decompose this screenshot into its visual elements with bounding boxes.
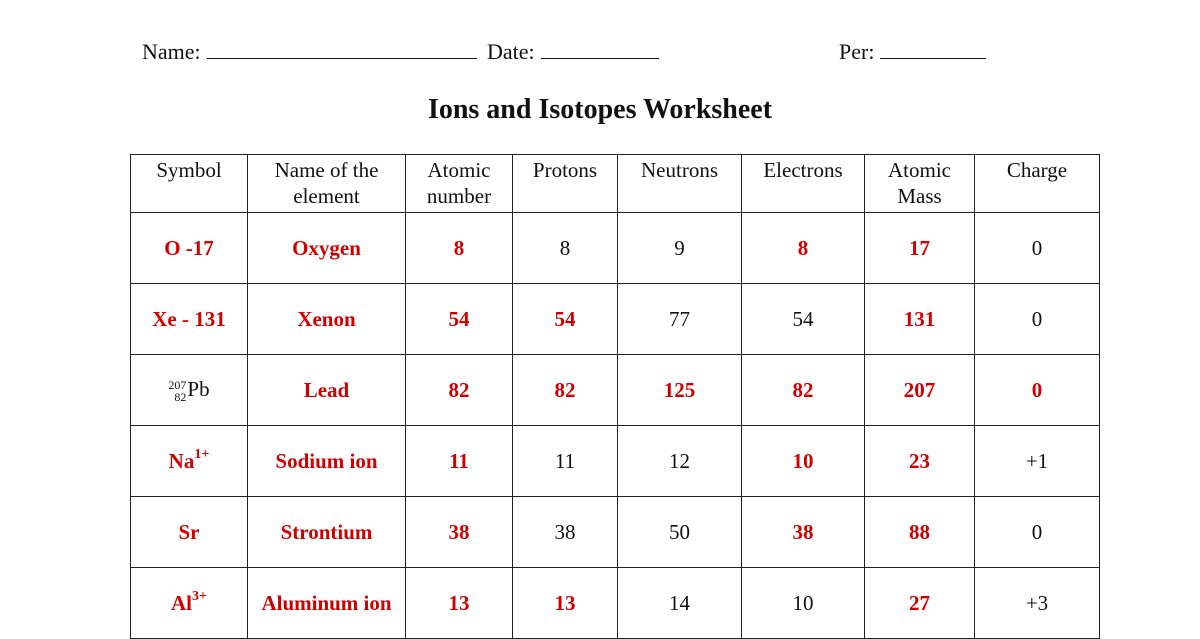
worksheet-title: Ions and Isotopes Worksheet — [427, 94, 773, 125]
atomic-mass-cell: 207 — [865, 355, 975, 426]
symbol-cell — [131, 284, 248, 355]
symbol-cell — [131, 497, 248, 568]
atomic-number-cell: 13 — [406, 568, 513, 639]
symbol-cell — [131, 355, 248, 426]
symbol-text: O -17 — [164, 235, 214, 260]
protons-cell: 8 — [513, 213, 618, 284]
atomic-number-cell: 8 — [406, 213, 513, 284]
charge-cell: 0 — [975, 213, 1100, 284]
symbol-text: Xe - 131 — [152, 306, 226, 331]
element-name-cell: Strontium — [248, 497, 406, 568]
per-blank[interactable] — [880, 36, 986, 59]
name-blank[interactable] — [207, 36, 477, 59]
protons-cell: 54 — [513, 284, 618, 355]
neutrons-cell: 77 — [618, 284, 742, 355]
atomic-mass-cell: 27 — [865, 568, 975, 639]
column-header: Electrons — [742, 155, 865, 213]
column-header: Atomic Mass — [865, 155, 975, 213]
symbol-text: Na — [168, 448, 195, 473]
student-info-line — [0, 36, 1200, 66]
charge-cell: +3 — [975, 568, 1100, 639]
element-name-cell: Xenon — [248, 284, 406, 355]
neutrons-cell: 50 — [618, 497, 742, 568]
element-name-cell: Aluminum ion — [248, 568, 406, 639]
protons-cell: 82 — [513, 355, 618, 426]
electrons-cell: 8 — [742, 213, 865, 284]
table-header-row — [131, 155, 1100, 213]
table-row — [131, 568, 1100, 639]
table-row — [131, 284, 1100, 355]
element-name-cell: Lead — [248, 355, 406, 426]
neutrons-cell: 12 — [618, 426, 742, 497]
column-header: Atomic number — [406, 155, 513, 213]
electrons-cell: 38 — [742, 497, 865, 568]
protons-cell: 38 — [513, 497, 618, 568]
atomic-number-subscript: 82 — [174, 390, 187, 405]
element-name-cell: Sodium ion — [248, 426, 406, 497]
table-row — [131, 213, 1100, 284]
date-label: Date: — [487, 39, 535, 64]
atomic-mass-cell: 23 — [865, 426, 975, 497]
date-field[interactable] — [487, 36, 659, 65]
electrons-cell: 54 — [742, 284, 865, 355]
symbol-text: Pb — [187, 376, 210, 401]
nuclide-prescripts — [168, 379, 186, 403]
name-field[interactable] — [142, 36, 477, 65]
column-header: Charge — [975, 155, 1100, 213]
charge-cell: +1 — [975, 426, 1100, 497]
date-blank[interactable] — [541, 36, 659, 59]
atomic-number-cell: 54 — [406, 284, 513, 355]
table-row — [131, 497, 1100, 568]
atomic-number-cell: 82 — [406, 355, 513, 426]
table-row — [131, 355, 1100, 426]
symbol-text: Al — [171, 590, 192, 615]
atomic-number-cell: 11 — [406, 426, 513, 497]
worksheet-table — [130, 154, 1100, 639]
symbol-cell — [131, 213, 248, 284]
charge-superscript: 3+ — [192, 588, 207, 604]
atomic-number-cell: 38 — [406, 497, 513, 568]
per-label: Per: — [839, 39, 875, 64]
charge-cell: 0 — [975, 284, 1100, 355]
nuclide-notation — [168, 377, 209, 403]
table-row — [131, 426, 1100, 497]
mass-number: 207 — [168, 378, 187, 393]
atomic-mass-cell: 131 — [865, 284, 975, 355]
atomic-mass-cell: 88 — [865, 497, 975, 568]
column-header: Neutrons — [618, 155, 742, 213]
name-label: Name: — [142, 39, 201, 64]
neutrons-cell: 125 — [618, 355, 742, 426]
electrons-cell: 82 — [742, 355, 865, 426]
column-header: Protons — [513, 155, 618, 213]
symbol-cell — [131, 426, 248, 497]
symbol-cell — [131, 568, 248, 639]
neutrons-cell: 14 — [618, 568, 742, 639]
neutrons-cell: 9 — [618, 213, 742, 284]
column-header: Symbol — [131, 155, 248, 213]
element-name-cell: Oxygen — [248, 213, 406, 284]
per-field[interactable] — [839, 36, 986, 65]
protons-cell: 11 — [513, 426, 618, 497]
atomic-mass-cell: 17 — [865, 213, 975, 284]
charge-cell: 0 — [975, 355, 1100, 426]
electrons-cell: 10 — [742, 568, 865, 639]
protons-cell: 13 — [513, 568, 618, 639]
electrons-cell: 10 — [742, 426, 865, 497]
column-header: Name of the element — [248, 155, 406, 213]
charge-cell: 0 — [975, 497, 1100, 568]
charge-superscript: 1+ — [194, 446, 210, 462]
symbol-text: Sr — [178, 519, 200, 544]
